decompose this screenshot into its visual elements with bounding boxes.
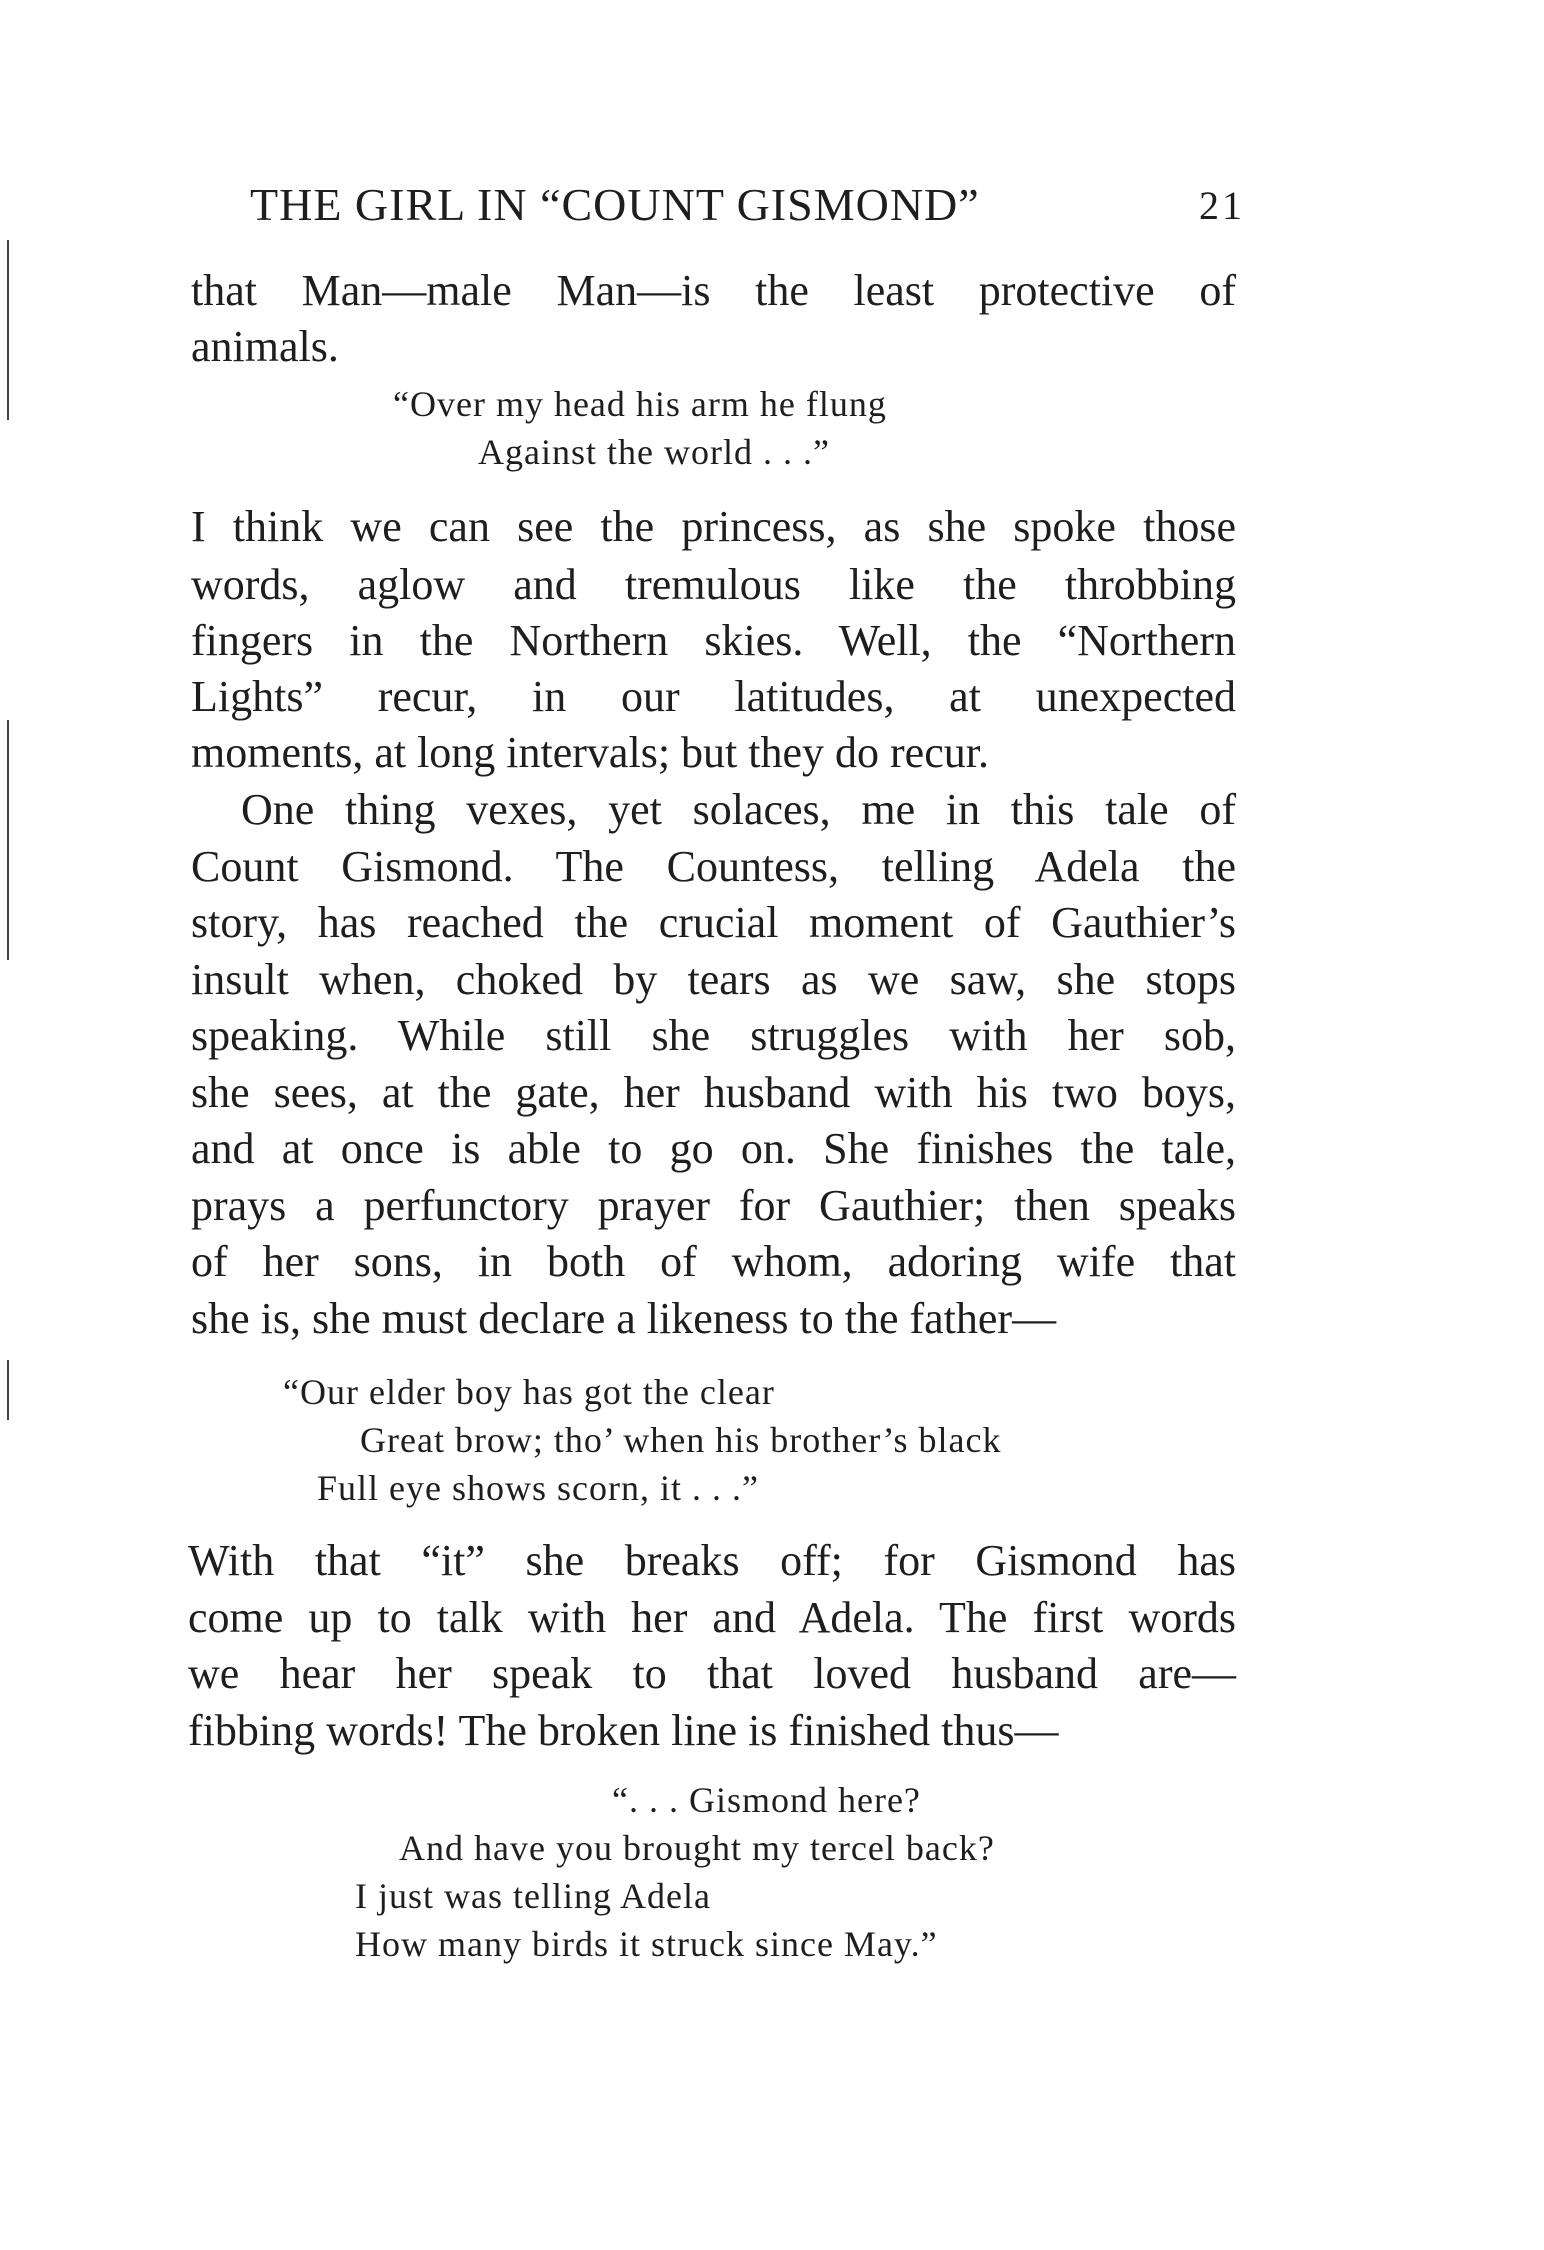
verse-line: Against the world . . .” bbox=[478, 432, 830, 472]
verse-line: “Over my head his arm he flung bbox=[393, 384, 887, 424]
scan-edge-mark bbox=[7, 240, 9, 420]
text-line: she sees, at the gate, her husband with his two boys, bbox=[191, 1068, 1236, 1117]
text-line: that Man—male Man—is the least protective of bbox=[191, 266, 1236, 315]
text-line: Count Gismond. The Countess, telling Adela the bbox=[191, 842, 1236, 891]
text-line: speaking. While still she struggles with her sob, bbox=[191, 1011, 1236, 1060]
verse-line: I just was telling Adela bbox=[355, 1876, 711, 1916]
text-line: of her sons, in both of whom, adoring wife that bbox=[191, 1237, 1236, 1286]
text-line: moments, at long intervals; but they do recur. bbox=[191, 728, 989, 777]
text-line: insult when, choked by tears as we saw, she stops bbox=[191, 955, 1236, 1004]
text-line: and at once is able to go on. She finishes the tale, bbox=[191, 1124, 1236, 1173]
verse-line: Great brow; tho’ when his brother’s black bbox=[360, 1420, 1002, 1460]
scan-edge-mark bbox=[7, 720, 9, 960]
text-line: I think we can see the princess, as she spoke those bbox=[191, 502, 1236, 551]
text-line: she is, she must declare a likeness to the father— bbox=[191, 1294, 1057, 1343]
running-head-title: THE GIRL IN “COUNT GISMOND” bbox=[250, 179, 980, 230]
verse-line: “Our elder boy has got the clear bbox=[283, 1372, 775, 1412]
verse-line: And have you brought my tercel back? bbox=[399, 1828, 995, 1868]
text-line: Lights” recur, in our latitudes, at unexpected bbox=[191, 672, 1236, 721]
verse-line: Full eye shows scorn, it . . .” bbox=[317, 1468, 759, 1508]
verse-line: How many birds it struck since May.” bbox=[355, 1924, 938, 1964]
page-number: 21 bbox=[1199, 183, 1245, 228]
text-line: words, aglow and tremulous like the throbbing bbox=[191, 560, 1236, 609]
verse-line: “. . . Gismond here? bbox=[612, 1780, 921, 1820]
running-head bbox=[250, 178, 1245, 248]
text-line: fingers in the Northern skies. Well, the “Northern bbox=[191, 616, 1236, 665]
text-line: story, has reached the crucial moment of Gauthier’s bbox=[191, 898, 1236, 947]
text-line: come up to talk with her and Adela. The first words bbox=[188, 1593, 1236, 1642]
text-line: fibbing words! The broken line is finished thus— bbox=[188, 1706, 1059, 1755]
scan-edge-mark bbox=[7, 1360, 9, 1420]
text-line: prays a perfunctory prayer for Gauthier; then speaks bbox=[191, 1181, 1236, 1230]
text-line: animals. bbox=[191, 322, 339, 371]
text-line: One thing vexes, yet solaces, me in this tale of bbox=[241, 785, 1236, 834]
text-line: we hear her speak to that loved husband are— bbox=[188, 1649, 1236, 1698]
text-line: With that “it” she breaks off; for Gismond has bbox=[188, 1536, 1236, 1585]
